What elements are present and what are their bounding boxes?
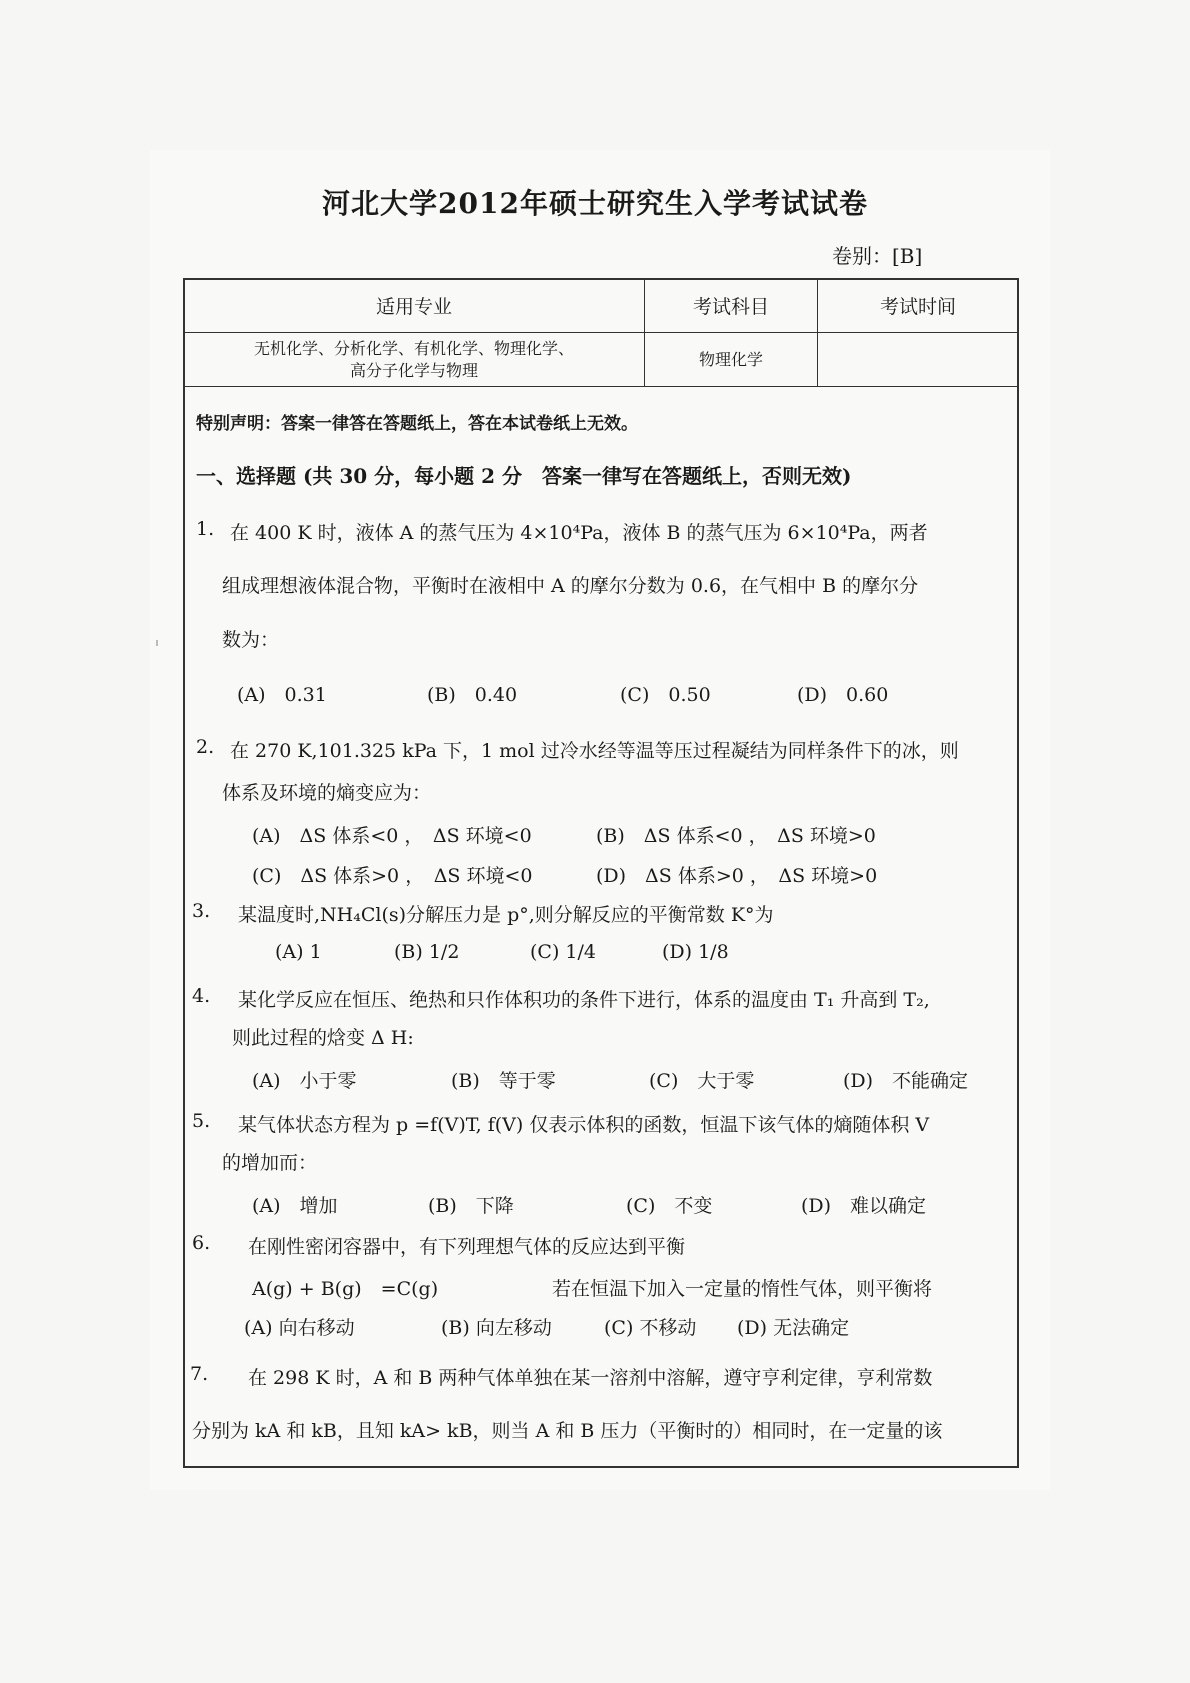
q1-option-c: (C) 0.50: [620, 684, 711, 706]
q1-option-d: (D) 0.60: [797, 684, 889, 706]
q4-option-b: (B) 等于零: [451, 1070, 556, 1092]
q4-line-2: 则此过程的焓变 Δ H:: [232, 1027, 414, 1049]
q2-option-b: (B) ΔS 体系<0 ， ΔS 环境>0: [596, 825, 876, 847]
majors-line-2: 高分子化学与物理: [349, 360, 478, 380]
q3-option-b: (B) 1/2: [394, 941, 460, 963]
q6-line-3: 若在恒温下加入一定量的惰性气体，则平衡将: [552, 1278, 933, 1300]
exam-title: 河北大学2012年硕士研究生入学考试试卷: [322, 187, 868, 220]
header-time: 考试时间: [818, 279, 1019, 333]
q7-line-1: 在 298 K 时，A 和 B 两种气体单独在某一溶剂中溶解，遵守亨利定律，亨利常数: [248, 1367, 933, 1389]
q6-option-d: (D) 无法确定: [737, 1317, 850, 1339]
q6-equation: A(g) + B(g) =C(g): [252, 1278, 439, 1300]
q2-option-d: (D) ΔS 体系>0 ， ΔS 环境>0: [596, 865, 878, 887]
q4-option-d: (D) 不能确定: [843, 1070, 969, 1092]
q5-option-c: (C) 不变: [626, 1195, 713, 1217]
q7-number: 7.: [190, 1363, 209, 1385]
q4-option-a: (A) 小于零: [252, 1070, 357, 1092]
special-notice: 特别声明：答案一律答在答题纸上，答在本试卷纸上无效。: [196, 414, 638, 434]
header-subject: 考试科目: [645, 279, 818, 333]
scan-speck: [156, 640, 158, 646]
q6-option-a: (A) 向右移动: [244, 1317, 355, 1339]
q3-number: 3.: [192, 900, 211, 922]
paper-type: 卷别：[B]: [832, 244, 923, 268]
q6-option-c: (C) 不移动: [604, 1317, 697, 1339]
q3-option-a: (A) 1: [275, 941, 322, 963]
majors-cell: [184, 333, 645, 387]
majors-line-1: 无机化学、分析化学、有机化学、物理化学、: [253, 338, 574, 358]
q1-number: 1.: [196, 518, 215, 540]
subject-cell: 物理化学: [645, 333, 818, 387]
q1-option-a: (A) 0.31: [237, 684, 327, 706]
q5-option-b: (B) 下降: [428, 1195, 514, 1217]
exam-info-table: [183, 278, 1019, 387]
q5-line-1: 某气体状态方程为 p =f(V)T, f(V) 仅表示体积的函数，恒温下该气体的熵随体积 V: [238, 1114, 930, 1136]
time-cell: [818, 333, 1019, 387]
q3-option-d: (D) 1/8: [662, 941, 729, 963]
q2-option-c: (C) ΔS 体系>0 ， ΔS 环境<0: [252, 865, 533, 887]
q2-option-a: (A) ΔS 体系<0 ， ΔS 环境<0: [252, 825, 532, 847]
q4-number: 4.: [192, 985, 211, 1007]
q2-line-1: 在 270 K,101.325 kPa 下，1 mol 过冷水经等温等压过程凝结为同样条件下的冰，则: [230, 740, 959, 762]
q7-line-2: 分别为 kA 和 kB，且知 kA> kB，则当 A 和 B 压力（平衡时的）相同时，在一定量的该: [192, 1420, 943, 1442]
q4-line-1: 某化学反应在恒压、绝热和只作体积功的条件下进行，体系的温度由 T₁ 升高到 T₂,: [238, 989, 930, 1011]
q1-option-b: (B) 0.40: [427, 684, 518, 706]
q6-option-b: (B) 向左移动: [441, 1317, 552, 1339]
section-title: 一、选择题 (共 30 分，每小题 2 分 答案一律写在答题纸上，否则无效): [196, 464, 852, 488]
q6-number: 6.: [192, 1232, 211, 1254]
q1-line-3: 数为：: [222, 629, 280, 651]
q1-line-2: 组成理想液体混合物，平衡时在液相中 A 的摩尔分数为 0.6，在气相中 B 的摩尔分: [222, 575, 919, 597]
header-major: 适用专业: [184, 279, 645, 333]
q3-option-c: (C) 1/4: [530, 941, 596, 963]
q1-line-1: 在 400 K 时，液体 A 的蒸气压为 4×10⁴Pa，液体 B 的蒸气压为 6×10⁴Pa，两者: [230, 522, 928, 544]
q5-option-a: (A) 增加: [252, 1195, 338, 1217]
q2-line-2: 体系及环境的熵变应为：: [222, 782, 432, 804]
q2-number: 2.: [196, 736, 215, 758]
q5-number: 5.: [192, 1110, 211, 1132]
q3-line-1: 某温度时,NH₄Cl(s)分解压力是 p°,则分解反应的平衡常数 K°为: [238, 904, 774, 926]
q5-option-d: (D) 难以确定: [801, 1195, 927, 1217]
q4-option-c: (C) 大于零: [649, 1070, 755, 1092]
q5-line-2: 的增加而：: [222, 1152, 318, 1174]
q6-line-1: 在刚性密闭容器中，有下列理想气体的反应达到平衡: [248, 1236, 686, 1258]
